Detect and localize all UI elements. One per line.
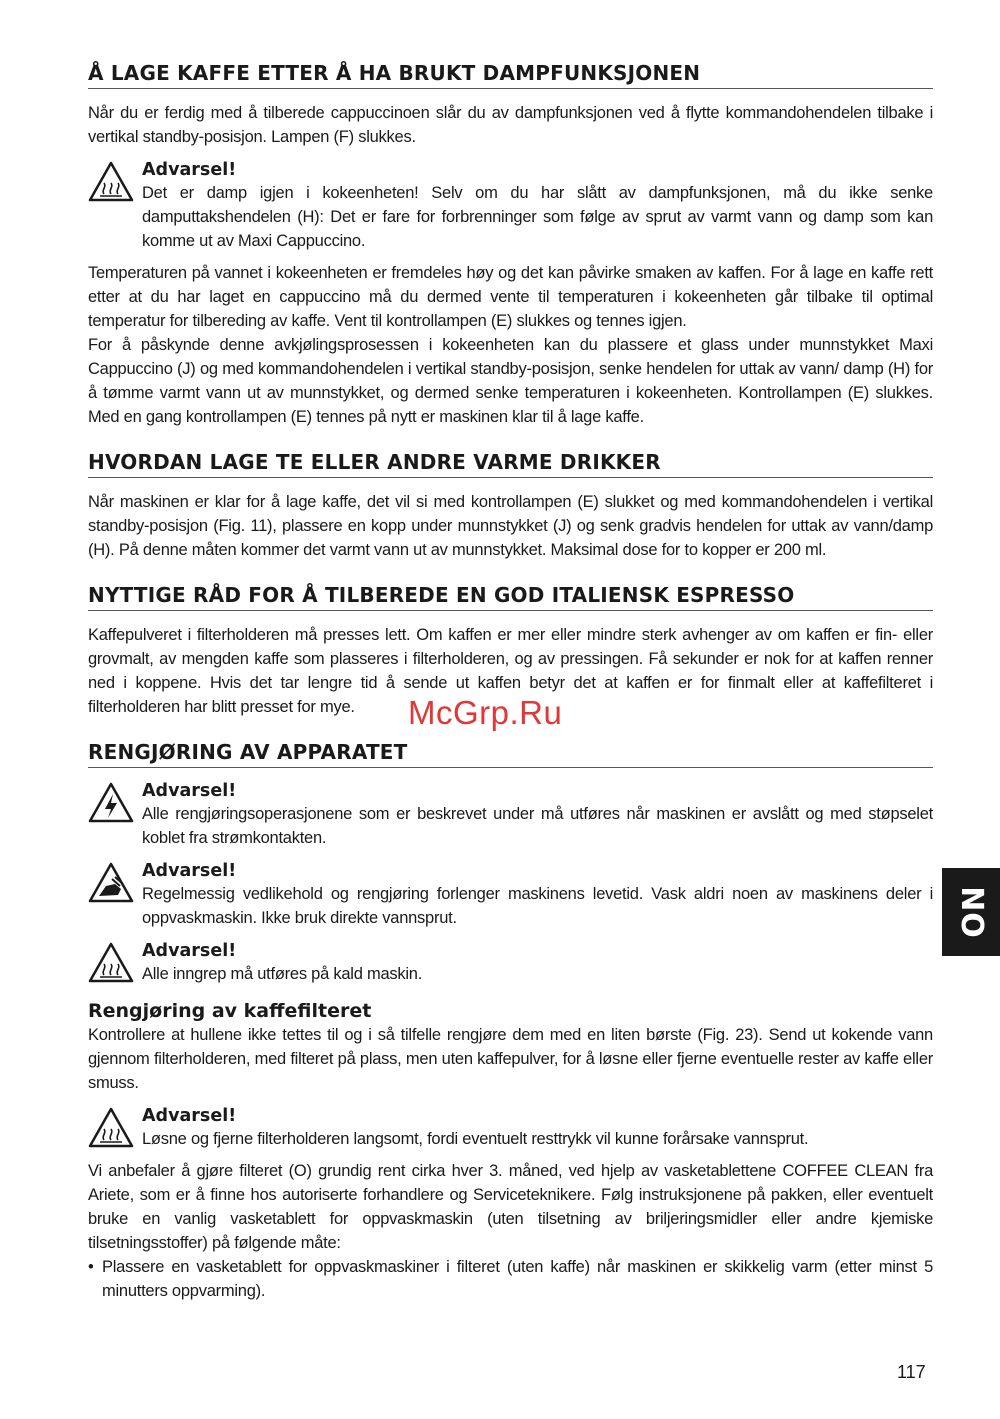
hot-surface-warning-icon xyxy=(88,161,134,203)
warning-title: Advarsel! xyxy=(142,1105,237,1126)
hot-surface-warning-icon xyxy=(88,942,134,984)
section-tea-hot-drinks xyxy=(88,451,933,562)
warning-title: Advarsel! xyxy=(142,941,237,961)
hand-hazard-warning-icon xyxy=(88,862,134,904)
section-title: HVORDAN LAGE TE ELLER ANDRE VARME DRIKKER xyxy=(88,451,933,478)
warning-block xyxy=(88,780,933,850)
warning-text: Løsne og fjerne filterholderen langsomt, fordi eventuelt resttrykk vil kunne forårsake vannsprut. xyxy=(142,1129,809,1148)
bullet-icon: • xyxy=(88,1257,94,1276)
language-tab-label: NO xyxy=(953,885,989,939)
paragraph: Kontrollere at hullene ikke tettes til og i så tilfelle rengjøre dem med en liten børste (Fig. 23). Send ut kokende vann gjennom filterholderen, med filteret på plass, men uten kaffepulver, for å løsne eller fjerne eventuelle rester av kaffe eller smuss. xyxy=(88,1025,933,1092)
warning-text: Det er damp igjen i kokeenheten! Selv om du har slått av dampfunksjonen, må du ikke senke damputtakshendelen (H): Det er fare for forbrenninger som følge av sprut av varmt vann og damp som kan komme ut av Maxi Cappuccino. xyxy=(142,184,933,250)
warning-title: Advarsel! xyxy=(142,160,237,180)
language-tab xyxy=(942,868,1000,956)
warning-block xyxy=(88,940,933,986)
subsection-title: Rengjøring av kaffefilteret xyxy=(88,1000,372,1022)
section-cleaning xyxy=(88,741,933,986)
warning-text: Alle rengjøringsoperasjonene som er beskrevet under må utføres når maskinen er avslått og med støpselet koblet fra strømkontakten. xyxy=(142,805,933,847)
electric-shock-warning-icon xyxy=(88,782,134,824)
paragraph: Når du er ferdig med å tilberede cappuccinoen slår du av dampfunksjonen ved å flytte kommandohendelen tilbake i vertikal standby-posisjon. Lampen (F) slukkes. xyxy=(88,104,933,146)
hot-surface-warning-icon xyxy=(88,1107,134,1149)
bullet-text: Plassere en vasketablett for oppvaskmaskiner i filteret (uten kaffe) når maskinen er skikkelig varm (etter minst 5 minutters oppvarming). xyxy=(102,1257,933,1300)
section-filter-cleaning xyxy=(88,1000,933,1303)
section-coffee-after-steam xyxy=(88,62,933,429)
warning-block xyxy=(88,860,933,930)
section-title: RENGJØRING AV APPARATET xyxy=(88,741,933,768)
paragraph: Når maskinen er klar for å lage kaffe, det vil si med kontrollampen (E) slukket og med kommandohendelen i vertikal standby-posisjon (Fig. 11), plassere en kopp under munnstykket (J) og senk gradvis hendelen for uttak av vann/damp (H). På denne måten kommer det varmt vann ut av munnstykket. Maksimal dose for to kopper er 200 ml. xyxy=(88,493,933,559)
warning-block xyxy=(88,159,933,253)
warning-title: Advarsel! xyxy=(142,781,237,801)
paragraph: Kaffepulveret i filterholderen må presses lett. Om kaffen er mer eller mindre sterk avhenger av om kaffen er fin- eller grovmalt, av mengden kaffe som plasseres i filterholderen, og av pressingen. Få sekunder er nok for at kaffen renner ned i koppene. Hvis det tar lengre tid å sende ut kaffen betyr det at kaffen er for finmalt eller at kaffefilteret i filterholderen har blitt presset for mye. xyxy=(88,626,933,716)
page-number: 117 xyxy=(897,1362,926,1382)
paragraph: Temperaturen på vannet i kokeenheten er fremdeles høy og det kan påvirke smaken av kaffen. For å lage en kaffe rett etter at du har laget en cappuccino må du dermed vente til temperaturen i kokeenheten går tilbake til optimal temperatur for tilbereding av kaffe. Vent til kontrollampen (E) slukkes og tennes igjen. xyxy=(88,264,933,330)
warning-title: Advarsel! xyxy=(142,861,237,881)
section-title: Å LAGE KAFFE ETTER Å HA BRUKT DAMPFUNKSJONEN xyxy=(88,62,933,89)
paragraph: Vi anbefaler å gjøre filteret (O) grundig rent cirka hver 3. måned, ved hjelp av vasketablettene COFFEE CLEAN fra Ariete, som er å finne hos autoriserte forhandlere og Serviceteknikere. Følg instruksjonene på pakken, eller eventuelt bruke en vanlig vasketablett for oppvaskmaskin (uten tilsetning av briljeringsmidler eller andre kjemiske tilsetningsstoffer) på følgende måte: xyxy=(88,1161,933,1252)
warning-text: Alle inngrep må utføres på kald maskin. xyxy=(142,965,423,983)
bullet-item xyxy=(88,1255,933,1303)
paragraph: For å påskynde denne avkjølingsprosessen i kokeenheten kan du plassere et glass under munnstykket Maxi Cappuccino (J) og med kommandohendelen i vertikal standby-posisjon, senke hendelen for uttak av vann/ damp (H) for å tømme varmt vann ut av munnstykket, og dermed senke temperaturen i kokeenheten. Kontrollampen (E) slukkes. Med en gang kontrollampen (E) tennes på nytt er maskinen klar til å lage kaffe. xyxy=(88,336,933,426)
warning-text: Regelmessig vedlikehold og rengjøring forlenger maskinens levetid. Vask aldri noen av maskinens deler i oppvaskmaskin. Ikke bruk direkte vannsprut. xyxy=(142,885,933,927)
watermark: McGrp.Ru xyxy=(408,694,563,731)
warning-block xyxy=(88,1105,933,1151)
section-title: NYTTIGE RÅD FOR Å TILBEREDE EN GOD ITALIENSK ESPRESSO xyxy=(88,584,933,611)
